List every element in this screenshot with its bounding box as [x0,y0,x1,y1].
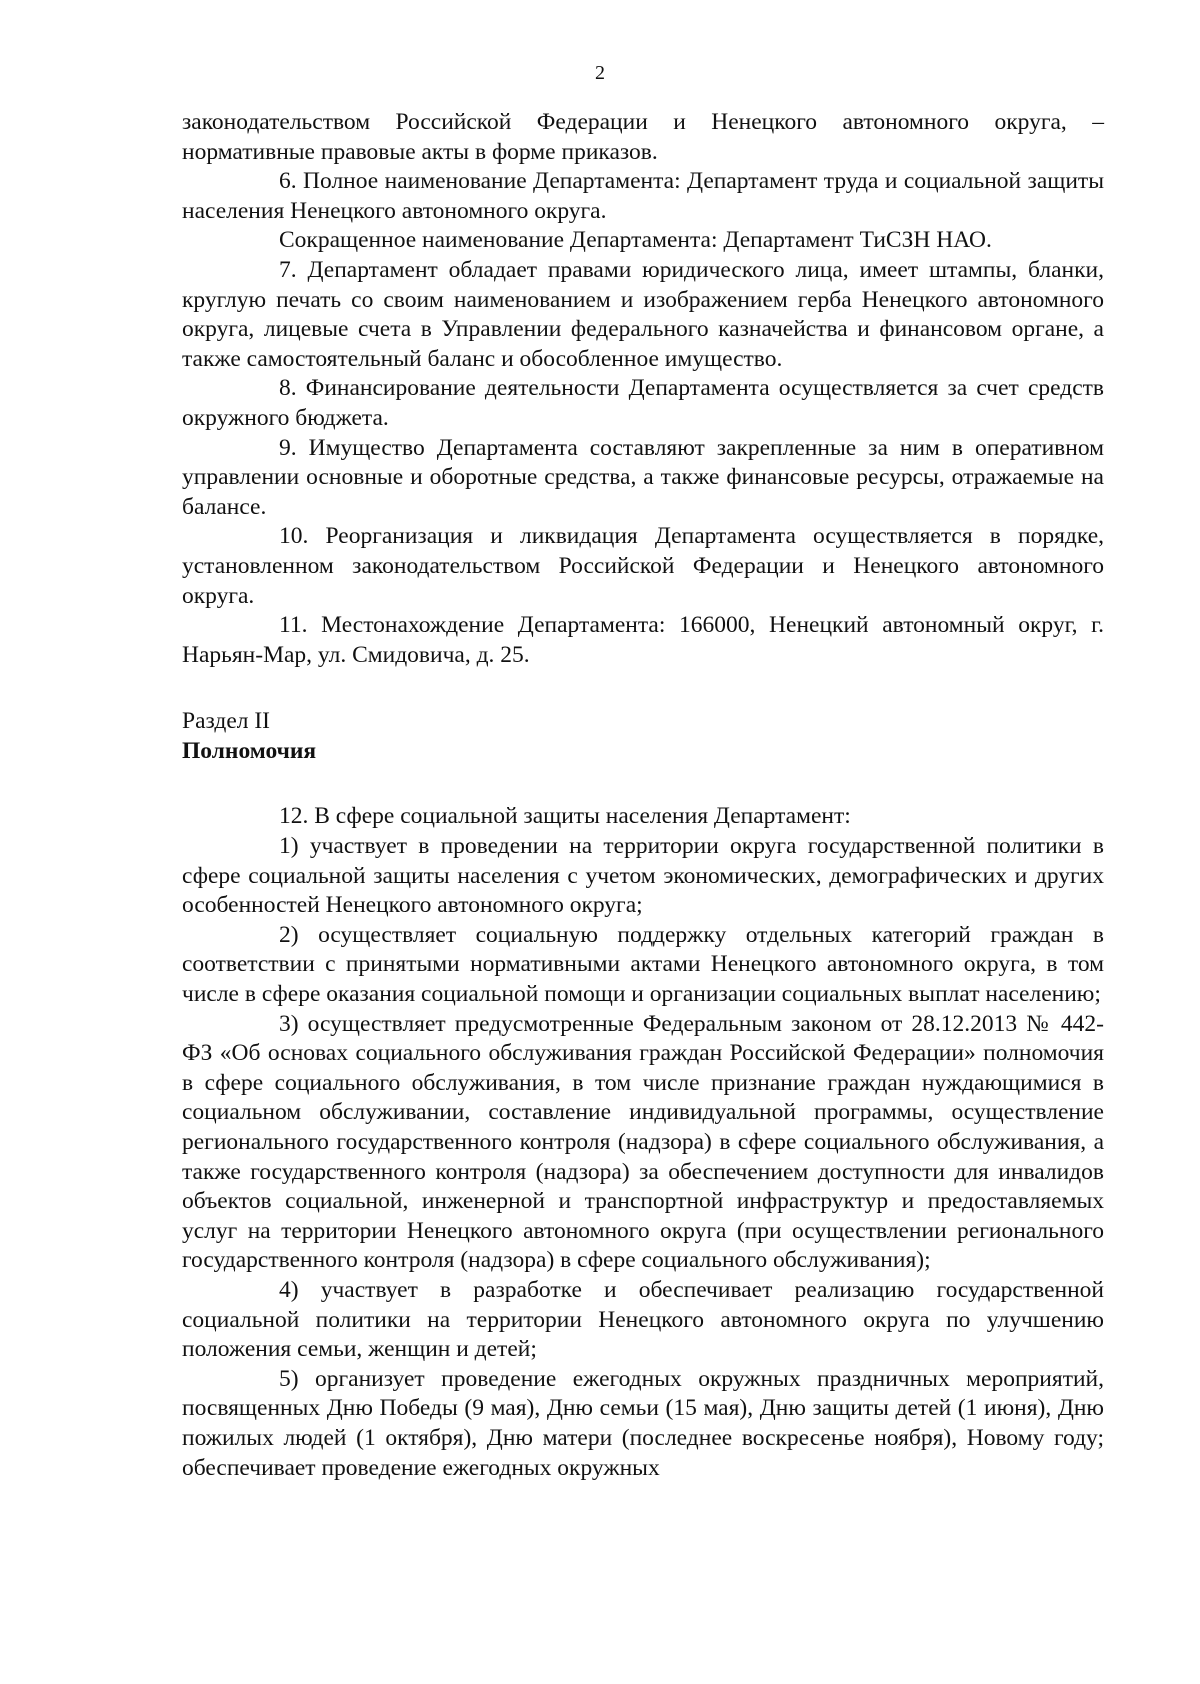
section-title: Полномочия [182,737,317,764]
paragraph: 11. Местонахождение Департамента: 166000, Ненецкий автономный округ, г. Нарьян-Мар, ул. Смидовича, д. 25. [182,612,1104,668]
document-body [182,108,1104,1483]
paragraph: 5) организует проведение ежегодных окружных праздничных мероприятий, посвященных Дню Победы (9 мая), Дню семьи (15 мая), Дню защиты детей (1 июня), Дню пожилых людей (1 октября), Дню матери (последнее воскресенье ноября), Новому году; обеспечивает проведение ежегодных окружных [182,1365,1104,1481]
paragraph: Сокращенное наименование Департамента: Департамент ТиСЗН НАО. [279,227,992,254]
paragraph: законодательством Российской Федерации и Ненецкого автономного округа, – нормативные правовые акты в форме приказов. [182,109,1104,165]
paragraph: 2) осуществляет социальную поддержку отдельных категорий граждан в соответствии с принятыми нормативными актами Ненецкого автономного округа, в том числе в сфере оказания социальной помощи и организации социальных выплат населению; [182,921,1104,1008]
paragraph: 7. Департамент обладает правами юридического лица, имеет штампы, бланки, круглую печать со своим наименованием и изображением герба Ненецкого автономного округа, лицевые счета в Управлении федерального казначейства и финансовом органе, а также самостоятельный баланс и обособленное имущество. [182,256,1104,372]
page-number: 2 [595,62,605,84]
paragraph: 6. Полное наименование Департамента: Департамент труда и социальной защиты населения Ненецкого автономного округа. [182,168,1104,224]
paragraph: 8. Финансирование деятельности Департамента осуществляется за счет средств окружного бюджета. [182,375,1104,431]
paragraph: 1) участвует в проведении на территории округа государственной политики в сфере социальной защиты населения с учетом экономических, демографических и других особенностей Ненецкого автономного округа; [182,833,1104,919]
paragraph: 9. Имущество Департамента составляют закрепленные за ним в оперативном управлении основные и оборотные средства, а также финансовые ресурсы, отражаемые на балансе. [182,434,1104,520]
paragraph: 3) осуществляет предусмотренные Федеральным законом от 28.12.2013 № 442-ФЗ «Об основах социального обслуживания граждан Российской Федерации» полномочия в сфере социального обслуживания, в том числе признание граждан нуждающимися в социальном обслуживании, составление индивидуальной программы, осуществление регионального государственного контроля (надзора) в сфере социального обслуживания, а также государственного контроля (надзора) за обеспечением доступности для инвалидов объектов социальной, инженерной и транспортной инфраструктур и предоставляемых услуг на территории Ненецкого автономного округа (при осуществлении регионального государственного контроля (надзора) в сфере социального обслуживания); [182,1010,1104,1274]
section-label: Раздел II [182,708,270,735]
section-heading [182,707,1104,766]
paragraph: 12. В сфере социальной защиты населения Департамент: [279,803,851,830]
paragraph: 10. Реорганизация и ликвидация Департамента осуществляется в порядке, установленном законодательством Российской Федерации и Ненецкого автономного округа. [182,523,1104,609]
paragraph: 4) участвует в разработке и обеспечивает реализацию государственной социальной политики на территории Ненецкого автономного округа по улучшению положения семьи, женщин и детей; [182,1276,1104,1363]
